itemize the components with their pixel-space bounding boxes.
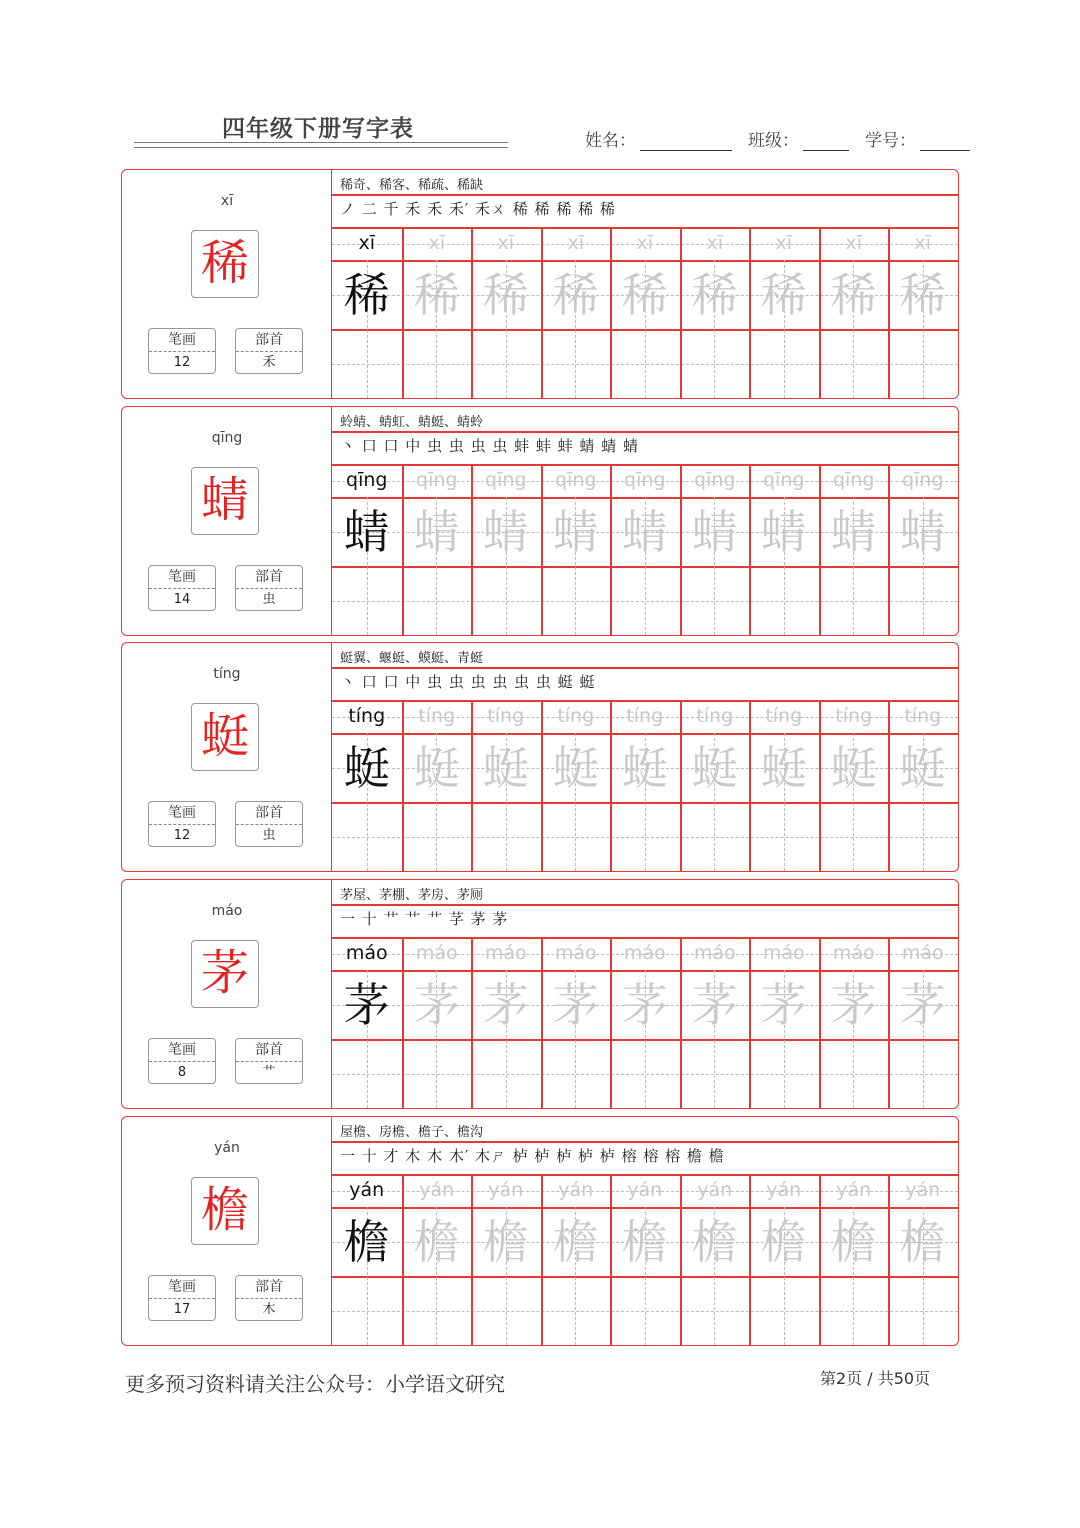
pinyin-trace: tíng xyxy=(487,705,525,727)
name-field[interactable] xyxy=(640,132,732,151)
pinyin-trace: xī xyxy=(636,232,654,254)
character-trace[interactable]: 檐 xyxy=(899,1215,946,1269)
blank-practice-cell[interactable] xyxy=(888,803,958,871)
character-trace[interactable]: 蜓 xyxy=(413,741,460,795)
radical-value: 木 xyxy=(262,1302,276,1317)
character-trace[interactable]: 檐 xyxy=(482,1215,529,1269)
blank-practice-cell[interactable] xyxy=(749,567,819,635)
radical-box xyxy=(235,565,303,611)
stroke-order: 一 十 才 木 木 木′ 木ㄕ 栌 栌 栌 栌 栌 榕 榕 榕 檐 檐 xyxy=(340,1147,725,1165)
student-info-fields xyxy=(585,126,970,151)
blank-practice-cell[interactable] xyxy=(749,330,819,398)
radical-box xyxy=(235,1275,303,1321)
blank-practice-cell[interactable] xyxy=(819,803,889,871)
practice-area xyxy=(332,407,958,635)
blank-practice-cell[interactable] xyxy=(541,1040,611,1108)
id-label: 学号： xyxy=(865,131,916,151)
radical-label: 部首 xyxy=(236,1039,302,1062)
character-card xyxy=(121,169,959,399)
radical-value: 禾 xyxy=(262,355,276,370)
blank-practice-cell[interactable] xyxy=(471,567,541,635)
character-pinyin: tíng xyxy=(213,666,241,682)
character-trace[interactable]: 蜓 xyxy=(482,741,529,795)
blank-practice-cell[interactable] xyxy=(680,1040,750,1108)
pinyin-trace: máo xyxy=(762,942,805,964)
character-trace[interactable]: 稀 xyxy=(899,268,946,322)
radical-label: 部首 xyxy=(236,566,302,589)
example-words: 蜓翼、蝘蜓、蟆蜓、青蜓 xyxy=(340,651,484,666)
character-info xyxy=(122,407,332,635)
character-trace[interactable]: 蜓 xyxy=(552,741,599,795)
pinyin-trace: qīng xyxy=(624,469,666,491)
pinyin-trace: máo xyxy=(693,942,736,964)
character-trace[interactable]: 蜓 xyxy=(830,741,877,795)
pinyin-trace: tíng xyxy=(904,705,942,727)
pinyin-trace: máo xyxy=(554,942,597,964)
pinyin-trace: yán xyxy=(488,1179,524,1201)
character-trace[interactable]: 茅 xyxy=(413,978,460,1032)
blank-practice-cell[interactable] xyxy=(541,330,611,398)
blank-practice-cell[interactable] xyxy=(749,1277,819,1345)
radical-value: 虫 xyxy=(262,828,276,843)
character-trace[interactable]: 蜻 xyxy=(899,505,946,559)
character-display: 稀 xyxy=(191,230,259,298)
pinyin-trace: yán xyxy=(905,1179,941,1201)
character-trace[interactable]: 蜻 xyxy=(621,505,668,559)
character-model: 檐 xyxy=(343,1215,390,1269)
stroke-order: 一 十 艹 艹 艹 芓 茅 茅 xyxy=(340,910,509,928)
blank-practice-cell[interactable] xyxy=(680,330,750,398)
blank-practice-cell[interactable] xyxy=(471,1277,541,1345)
blank-practice-cell[interactable] xyxy=(332,567,402,635)
character-trace[interactable]: 稀 xyxy=(760,268,807,322)
blank-practice-cell[interactable] xyxy=(332,330,402,398)
pinyin-trace: xī xyxy=(497,232,515,254)
character-card xyxy=(121,406,959,636)
blank-practice-cell[interactable] xyxy=(888,330,958,398)
character-model: 蜓 xyxy=(343,741,390,795)
pinyin-trace: qīng xyxy=(902,469,944,491)
character-trace[interactable]: 稀 xyxy=(482,268,529,322)
stroke-count-value: 8 xyxy=(177,1065,187,1080)
pinyin-trace: qīng xyxy=(833,469,875,491)
class-field[interactable] xyxy=(803,132,849,151)
character-trace[interactable]: 稀 xyxy=(413,268,460,322)
pinyin-model: yán xyxy=(349,1179,385,1201)
blank-practice-cell[interactable] xyxy=(819,1277,889,1345)
character-trace[interactable]: 蜻 xyxy=(482,505,529,559)
pinyin-trace: yán xyxy=(627,1179,663,1201)
pinyin-model: máo xyxy=(345,942,388,964)
character-card xyxy=(121,879,959,1109)
stroke-count-label: 笔画 xyxy=(149,329,215,352)
pinyin-trace: qīng xyxy=(416,469,458,491)
character-pinyin: qīng xyxy=(211,430,243,446)
stroke-order: ノ 二 千 禾 禾 禾′ 禾ㄨ 稀 稀 稀 稀 稀 xyxy=(340,200,616,218)
blank-practice-cell[interactable] xyxy=(610,330,680,398)
blank-practice-cell[interactable] xyxy=(402,330,472,398)
character-trace[interactable]: 茅 xyxy=(621,978,668,1032)
example-words: 茅屋、茅棚、茅房、茅厕 xyxy=(340,888,484,903)
stroke-count-label: 笔画 xyxy=(149,802,215,825)
character-model: 茅 xyxy=(343,978,390,1032)
blank-practice-cell[interactable] xyxy=(610,803,680,871)
blank-practice-cell[interactable] xyxy=(471,1040,541,1108)
practice-area xyxy=(332,1117,958,1345)
practice-area xyxy=(332,880,958,1108)
character-trace[interactable]: 茅 xyxy=(760,978,807,1032)
radical-box xyxy=(235,1038,303,1084)
character-info xyxy=(122,643,332,871)
stroke-count-value: 12 xyxy=(173,828,191,843)
pinyin-trace: máo xyxy=(415,942,458,964)
row-divider xyxy=(332,904,958,906)
pinyin-trace: máo xyxy=(832,942,875,964)
blank-practice-cell[interactable] xyxy=(402,1040,472,1108)
character-trace[interactable]: 稀 xyxy=(830,268,877,322)
blank-practice-cell[interactable] xyxy=(402,1277,472,1345)
pinyin-trace: tíng xyxy=(557,705,595,727)
blank-practice-cell[interactable] xyxy=(749,1040,819,1108)
blank-practice-cell[interactable] xyxy=(402,567,472,635)
character-trace[interactable]: 蜻 xyxy=(760,505,807,559)
page-number: 第2页 / 共50页 xyxy=(820,1369,931,1388)
character-trace[interactable]: 蜻 xyxy=(413,505,460,559)
class-label: 班级： xyxy=(748,131,799,151)
character-card xyxy=(121,1116,959,1346)
stroke-count-box xyxy=(148,1275,216,1321)
pinyin-trace: yán xyxy=(697,1179,733,1201)
pinyin-trace: qīng xyxy=(694,469,736,491)
pinyin-trace: yán xyxy=(558,1179,594,1201)
pinyin-trace: xī xyxy=(428,232,446,254)
character-display: 檐 xyxy=(191,1177,259,1245)
radical-label: 部首 xyxy=(236,802,302,825)
pinyin-trace: tíng xyxy=(835,705,873,727)
page-title: 四年级下册写字表 xyxy=(222,116,414,142)
character-trace[interactable]: 蜻 xyxy=(691,505,738,559)
character-trace[interactable]: 檐 xyxy=(621,1215,668,1269)
radical-label: 部首 xyxy=(236,329,302,352)
blank-practice-cell[interactable] xyxy=(888,1277,958,1345)
example-words: 屋檐、房檐、檐子、檐沟 xyxy=(340,1125,484,1140)
radical-value: 虫 xyxy=(262,592,276,607)
character-trace[interactable]: 茅 xyxy=(830,978,877,1032)
character-trace[interactable]: 茅 xyxy=(482,978,529,1032)
footer-note: 更多预习资料请关注公众号：小学语文研究 xyxy=(125,1372,505,1396)
blank-practice-cell[interactable] xyxy=(332,1040,402,1108)
character-pinyin: máo xyxy=(211,903,243,919)
character-pinyin: xī xyxy=(220,193,234,209)
blank-practice-cell[interactable] xyxy=(471,330,541,398)
character-trace[interactable]: 蜻 xyxy=(830,505,877,559)
pinyin-trace: qīng xyxy=(555,469,597,491)
stroke-order: 丶 口 口 中 虫 虫 虫 虫 蚌 蚌 蚌 蜻 蜻 蜻 xyxy=(340,437,639,455)
blank-practice-cell[interactable] xyxy=(888,567,958,635)
character-info xyxy=(122,1117,332,1345)
name-label: 姓名： xyxy=(585,131,636,151)
character-trace[interactable]: 蜓 xyxy=(899,741,946,795)
blank-practice-cell[interactable] xyxy=(888,1040,958,1108)
practice-area xyxy=(332,170,958,398)
pinyin-trace: xī xyxy=(845,232,863,254)
pinyin-trace: qīng xyxy=(485,469,527,491)
radical-label: 部首 xyxy=(236,1276,302,1299)
blank-practice-cell[interactable] xyxy=(680,567,750,635)
stroke-count-box xyxy=(148,801,216,847)
title-underline xyxy=(134,142,508,143)
stroke-order: 丶 口 口 中 虫 虫 虫 虫 虫 虫 蜓 蜓 xyxy=(340,673,596,691)
blank-practice-cell[interactable] xyxy=(541,567,611,635)
stroke-count-box xyxy=(148,328,216,374)
character-trace[interactable]: 稀 xyxy=(621,268,668,322)
example-words: 稀奇、稀客、稀疏、稀缺 xyxy=(340,178,484,193)
character-display: 蜻 xyxy=(191,467,259,535)
character-info xyxy=(122,880,332,1108)
character-model: 蜻 xyxy=(343,505,390,559)
pinyin-trace: tíng xyxy=(765,705,803,727)
blank-practice-cell[interactable] xyxy=(402,803,472,871)
pinyin-trace: xī xyxy=(706,232,724,254)
stroke-count-value: 14 xyxy=(173,592,191,607)
pinyin-trace: yán xyxy=(766,1179,802,1201)
character-trace[interactable]: 檐 xyxy=(830,1215,877,1269)
stroke-count-label: 笔画 xyxy=(149,566,215,589)
blank-practice-cell[interactable] xyxy=(819,1040,889,1108)
pinyin-trace: máo xyxy=(484,942,527,964)
blank-practice-cell[interactable] xyxy=(610,567,680,635)
blank-practice-cell[interactable] xyxy=(819,567,889,635)
pinyin-trace: máo xyxy=(623,942,666,964)
pinyin-trace: yán xyxy=(836,1179,872,1201)
radical-value: 艹 xyxy=(262,1065,276,1080)
blank-practice-cell[interactable] xyxy=(541,803,611,871)
blank-practice-cell[interactable] xyxy=(471,803,541,871)
row-divider xyxy=(332,1141,958,1143)
blank-practice-cell[interactable] xyxy=(680,803,750,871)
character-trace[interactable]: 蜓 xyxy=(691,741,738,795)
character-card xyxy=(121,642,959,872)
blank-practice-cell[interactable] xyxy=(819,330,889,398)
blank-practice-cell[interactable] xyxy=(680,1277,750,1345)
character-display: 蜓 xyxy=(191,703,259,771)
character-trace[interactable]: 茅 xyxy=(899,978,946,1032)
radical-box xyxy=(235,801,303,847)
character-trace[interactable]: 蜓 xyxy=(760,741,807,795)
blank-practice-cell[interactable] xyxy=(749,803,819,871)
blank-practice-cell[interactable] xyxy=(332,803,402,871)
title-underline-2 xyxy=(134,147,508,148)
stroke-count-value: 17 xyxy=(173,1302,191,1317)
character-trace[interactable]: 蜻 xyxy=(552,505,599,559)
radical-box xyxy=(235,328,303,374)
pinyin-trace: xī xyxy=(914,232,932,254)
character-trace[interactable]: 蜓 xyxy=(621,741,668,795)
pinyin-model: qīng xyxy=(346,469,388,491)
character-info xyxy=(122,170,332,398)
character-display: 茅 xyxy=(191,940,259,1008)
character-trace[interactable]: 稀 xyxy=(691,268,738,322)
character-trace[interactable]: 檐 xyxy=(413,1215,460,1269)
blank-practice-cell[interactable] xyxy=(541,1277,611,1345)
character-trace[interactable]: 茅 xyxy=(552,978,599,1032)
pinyin-trace: máo xyxy=(901,942,944,964)
stroke-count-box xyxy=(148,1038,216,1084)
row-divider xyxy=(332,667,958,669)
pinyin-model: xī xyxy=(358,232,376,254)
pinyin-model: tíng xyxy=(348,705,386,727)
stroke-count-label: 笔画 xyxy=(149,1039,215,1062)
character-trace[interactable]: 檐 xyxy=(760,1215,807,1269)
character-trace[interactable]: 茅 xyxy=(691,978,738,1032)
row-divider xyxy=(332,431,958,433)
pinyin-trace: tíng xyxy=(696,705,734,727)
stroke-count-box xyxy=(148,565,216,611)
practice-area xyxy=(332,643,958,871)
character-trace[interactable]: 稀 xyxy=(552,268,599,322)
pinyin-trace: qīng xyxy=(763,469,805,491)
character-trace[interactable]: 檐 xyxy=(552,1215,599,1269)
blank-practice-cell[interactable] xyxy=(332,1277,402,1345)
pinyin-trace: xī xyxy=(775,232,793,254)
stroke-count-label: 笔画 xyxy=(149,1276,215,1299)
pinyin-trace: tíng xyxy=(626,705,664,727)
stroke-count-value: 12 xyxy=(173,355,191,370)
row-divider xyxy=(332,194,958,196)
pinyin-trace: yán xyxy=(419,1179,455,1201)
character-trace[interactable]: 檐 xyxy=(691,1215,738,1269)
blank-practice-cell[interactable] xyxy=(610,1277,680,1345)
character-pinyin: yán xyxy=(214,1140,240,1156)
example-words: 蛉蜻、蜻虹、蜻蜓、蜻蛉 xyxy=(340,415,484,430)
pinyin-trace: xī xyxy=(567,232,585,254)
pinyin-trace: tíng xyxy=(418,705,456,727)
id-field[interactable] xyxy=(920,132,970,151)
blank-practice-cell[interactable] xyxy=(610,1040,680,1108)
character-model: 稀 xyxy=(343,268,390,322)
